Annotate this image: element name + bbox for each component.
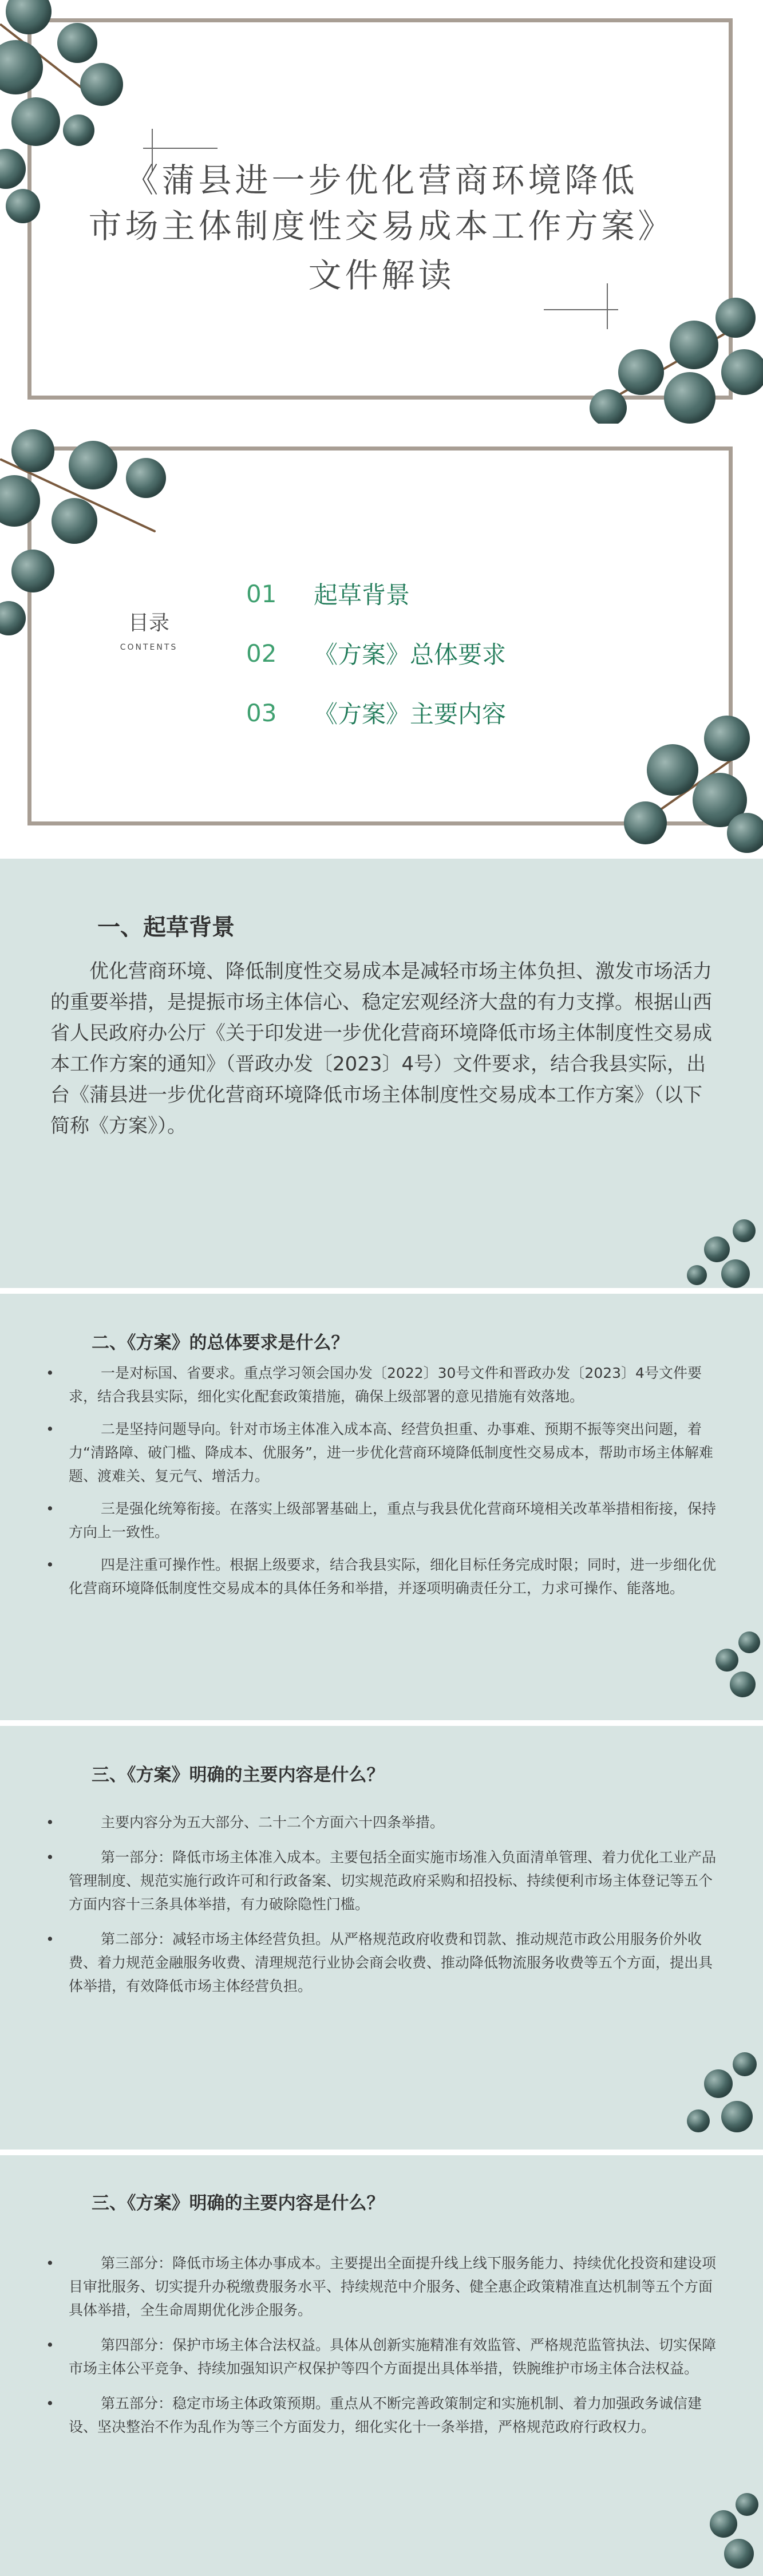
eucalyptus-leaves-decoration	[698, 1626, 763, 1706]
toc-subtitle: CONTENTS	[120, 643, 178, 652]
toc-title: 目录	[128, 611, 169, 635]
list-item: • 第五部分：稳定市场主体政策预期。重点从不断完善政策制定和实施机制、着力加强政务诚信建设、坚决整治不作为乱作为等三个方面发力，细化实化十一条举措，严格规范政府行政权力。	[46, 2392, 721, 2439]
toc-item-number: 02	[246, 639, 277, 667]
section-general-requirements	[0, 1294, 763, 1720]
section-title: 一、起草背景	[97, 914, 235, 941]
title-line: 市场主体制度性交易成本工作方案》	[88, 207, 675, 246]
list-item: • 二是坚持问题导向。针对市场主体准入成本高、经营负担重、办事难、预期不振等突出问题，着力“清路障、破门槛、降成本、优服务”，进一步优化营商环境降低制度性交易成本，帮助市场主体解难题、渡难关、复元气、增活力。	[46, 1417, 721, 1488]
toc-item-label: 《方案》总体要求	[314, 641, 507, 669]
toc-item	[246, 564, 506, 623]
cover-slide	[0, 0, 763, 424]
toc-item-label: 《方案》主要内容	[314, 700, 507, 728]
bullet-list	[46, 1361, 721, 1600]
section-main-content-part1	[0, 1726, 763, 2150]
toc-item-number: 03	[246, 698, 277, 727]
list-item: • 第一部分：降低市场主体准入成本。主要包括全面实施市场准入负面清单管理、着力优化工业产品管理制度、规范实施行政许可和行政备案、切实规范政府采购和招投标、持续便利市场主体登记等五个方面内容十三条具体举措，有力破除隐性门槛。	[46, 1846, 721, 1916]
toc-slide	[0, 424, 763, 859]
eucalyptus-leaves-decoration	[681, 1208, 763, 1288]
eucalyptus-leaves-decoration	[687, 2487, 763, 2576]
list-item: • 主要内容分为五大部分、二十二个方面六十四条举措。	[46, 1811, 721, 1834]
bullet-list	[46, 1811, 721, 1998]
toc-item-label: 起草背景	[314, 581, 410, 609]
toc-item-number: 01	[246, 579, 277, 608]
toc-list	[246, 564, 506, 742]
toc-item	[246, 683, 506, 742]
list-item: • 四是注重可操作性。根据上级要求，结合我县实际，细化目标任务完成时限；同时，进一步细化优化营商环境降低制度性交易成本的具体任务和举措，并逐项明确责任分工，力求可操作、能落地。	[46, 1553, 721, 1600]
title-line: 文件解读	[308, 256, 455, 295]
section-title: 二、《方案》的总体要求是什么？	[92, 1333, 349, 1353]
list-item: • 一是对标国、省要求。重点学习领会国办发〔2022〕30号文件和晋政办发〔2023〕4号文件要求，结合我县实际，细化实化配套政策措施，确保上级部署的意见措施有效落地。	[46, 1361, 721, 1408]
list-item: • 三是强化统筹衔接。在落实上级部署基础上，重点与我县优化营商环境相关改革举措相衔接，保持方向上一致性。	[46, 1497, 721, 1544]
section-title: 三、《方案》明确的主要内容是什么？	[92, 1765, 385, 1785]
corner-line-accent	[143, 148, 218, 149]
section-background	[0, 859, 763, 1288]
bullet-list	[46, 2251, 721, 2439]
section-main-content-part2	[0, 2155, 763, 2576]
document-title	[0, 157, 763, 298]
toc-heading	[109, 607, 189, 652]
section-title: 三、《方案》明确的主要内容是什么？	[92, 2193, 385, 2214]
eucalyptus-leaves-decoration	[681, 2046, 763, 2150]
section-paragraph: 优化营商环境、降低制度性交易成本是减轻市场主体负担、激发市场活力的重要举措，是提振市场主体信心、稳定宏观经济大盘的有力支撑。根据山西省人民政府办公厅《关于印发进一步优化营商环境降低市场主体制度性交易成本工作方案的通知》（晋政办发〔2023〕4号）文件要求，结合我县实际，出台《蒲县进一步优化营商环境降低市场主体制度性交易成本工作方案》（以下简称《方案》）。	[50, 960, 712, 1137]
toc-item	[246, 623, 506, 683]
list-item: • 第四部分：保护市场主体合法权益。具体从创新实施精准有效监管、严格规范监管执法、切实保障市场主体公平竞争、持续加强知识产权保护等四个方面提出具体举措，铁腕维护市场主体合法权益。	[46, 2333, 721, 2380]
title-line: 《蒲县进一步优化营商环境降低	[125, 161, 638, 200]
list-item: • 第三部分：降低市场主体办事成本。主要提出全面提升线上线下服务能力、持续优化投资和建设项目审批服务、切实提升办税缴费服务水平、持续规范中介服务、健全惠企政策精准直达机制等五个方面具体举措，全生命周期优化涉企服务。	[46, 2251, 721, 2322]
list-item: • 第二部分：减轻市场主体经营负担。从严格规范政府收费和罚款、推动规范市政公用服务价外收费、着力规范金融服务收费、清理规范行业协会商会收费、推动降低物流服务收费等五个方面，提出具体举措，有效降低市场主体经营负担。	[46, 1927, 721, 1998]
